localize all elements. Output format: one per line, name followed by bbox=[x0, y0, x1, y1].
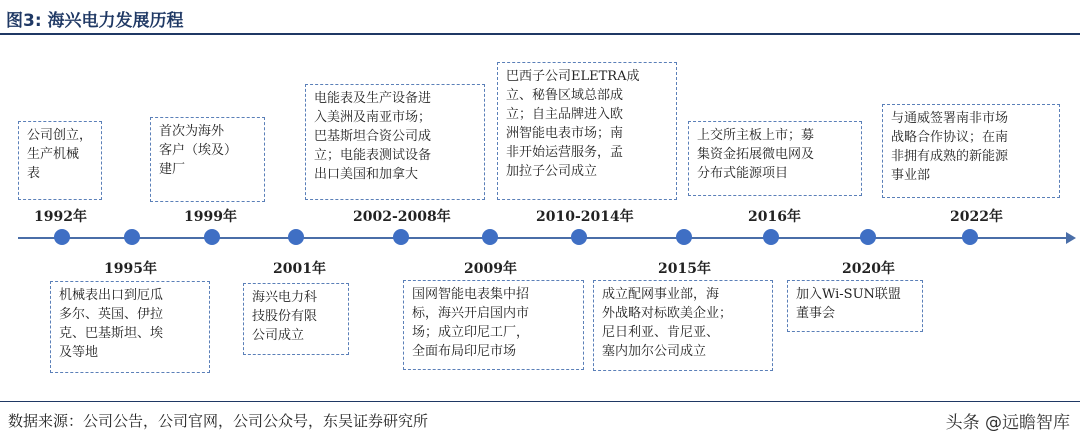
watermark: 头条 @远瞻智库 bbox=[945, 413, 1070, 433]
event-box-2015: 成立配网事业部，海 外战略对标欧美企业； 尼日利亚、肯尼亚、 塞内加尔公司成立 bbox=[593, 280, 773, 371]
year-label-2016: 2016年 bbox=[748, 209, 801, 225]
timeline-dot-2020 bbox=[860, 229, 876, 245]
year-label-2015: 2015年 bbox=[658, 261, 711, 277]
timeline-dot-2015 bbox=[676, 229, 692, 245]
timeline-dot-2016 bbox=[763, 229, 779, 245]
year-label-1999: 1999年 bbox=[184, 209, 237, 225]
footer-divider bbox=[0, 401, 1080, 402]
year-label-2010-2014: 2010-2014年 bbox=[536, 209, 634, 225]
year-label-1995: 1995年 bbox=[104, 261, 157, 277]
timeline-dot-2002-2008 bbox=[393, 229, 409, 245]
figure-title: 图3: 海兴电力发展历程 bbox=[6, 11, 184, 31]
timeline-dot-1999 bbox=[204, 229, 220, 245]
timeline-arrow-icon bbox=[1066, 232, 1076, 244]
title-divider bbox=[0, 33, 1080, 35]
event-box-1999: 首次为海外 客户（埃及） 建厂 bbox=[150, 117, 265, 202]
timeline-dot-1995 bbox=[124, 229, 140, 245]
timeline-dot-2009 bbox=[482, 229, 498, 245]
timeline-dot-1992 bbox=[54, 229, 70, 245]
year-label-2001: 2001年 bbox=[273, 261, 326, 277]
event-box-2010-2014: 巴西子公司ELETRA成 立、秘鲁区域总部成 立；自主品牌进入欧 洲智能电表市场；南 非开始运营服务，孟 加拉子公司成立 bbox=[497, 62, 677, 200]
year-label-1992: 1992年 bbox=[34, 209, 87, 225]
event-box-2001: 海兴电力科 技股份有限 公司成立 bbox=[243, 283, 349, 355]
year-label-2020: 2020年 bbox=[842, 261, 895, 277]
year-label-2002-2008: 2002-2008年 bbox=[353, 209, 451, 225]
event-box-2002-2008: 电能表及生产设备进 入美洲及南亚市场； 巴基斯坦合资公司成 立；电能表测试设备 出口美国和加拿大 bbox=[305, 84, 485, 200]
year-label-2022: 2022年 bbox=[950, 209, 1003, 225]
event-box-2016: 上交所主板上市；募 集资金拓展微电网及 分布式能源项目 bbox=[688, 121, 862, 196]
timeline-dot-2022 bbox=[962, 229, 978, 245]
event-box-2009: 国网智能电表集中招 标，海兴开启国内市 场；成立印尼工厂， 全面布局印尼市场 bbox=[403, 280, 584, 370]
data-source: 数据来源：公司公告，公司官网，公司公众号，东吴证券研究所 bbox=[8, 412, 429, 430]
event-box-1992: 公司创立， 生产机械 表 bbox=[18, 121, 102, 200]
timeline-dot-2001 bbox=[288, 229, 304, 245]
event-box-2020: 加入Wi-SUN联盟 董事会 bbox=[787, 280, 923, 332]
event-box-2022: 与通威签署南非市场 战略合作协议；在南 非拥有成熟的新能源 事业部 bbox=[882, 104, 1060, 198]
timeline-dot-2010-2014 bbox=[571, 229, 587, 245]
timeline-axis bbox=[18, 237, 1070, 239]
event-box-1995: 机械表出口到厄瓜 多尔、英国、伊拉 克、巴基斯坦、埃 及等地 bbox=[50, 281, 210, 373]
year-label-2009: 2009年 bbox=[464, 261, 517, 277]
